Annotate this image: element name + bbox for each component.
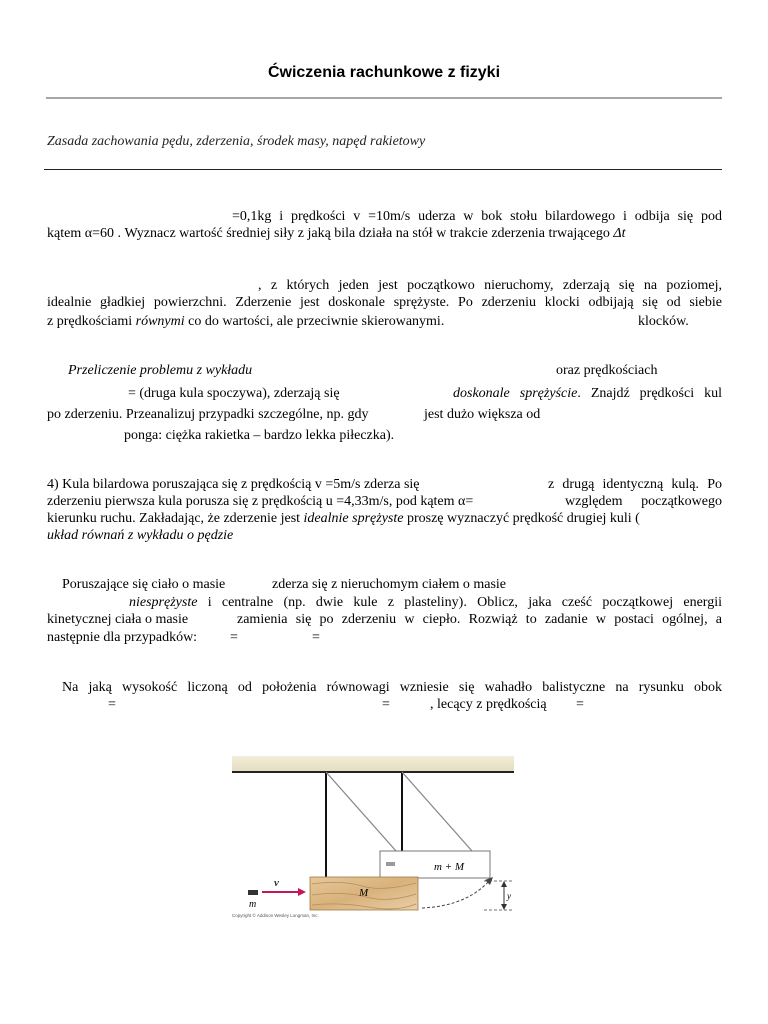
p3-line2-end: doskonale sprężyście. Znajdź prędkości kul xyxy=(453,386,722,401)
label-m-plus-M: m + M xyxy=(434,861,465,873)
p3-line1-end: oraz prędkościach xyxy=(556,363,658,378)
subtitle-divider xyxy=(44,169,722,170)
p2-line2: idealnie gładkiej powierzchni. Zderzenie jest doskonale sprężyste. Po zderzeniu klocki odbijają się od siebie xyxy=(47,295,722,310)
height-arrow-up xyxy=(501,881,507,887)
p1-line2: kątem α=60 . Wyznacz wartość średniej siły z jaką bila działa na stół w trakcie zderzenia trwającego Δt xyxy=(47,226,626,241)
p5-line3-end: zamienia się po zderzeniu w ciepło. Rozwiąż to zadanie w postaci ogólnej, a xyxy=(237,612,722,627)
p6-line2-eq3: = xyxy=(576,697,584,712)
height-arrow-down xyxy=(501,904,507,910)
section-subtitle: Zasada zachowania pędu, zderzenia, środek masy, napęd rakietowy xyxy=(47,134,426,149)
p5-line3-start: kinetycznej ciała o masie xyxy=(47,612,189,627)
swing-string-right xyxy=(402,772,472,851)
p4-line3: kierunku ruchu. Zakładając, że zderzenie jest idealnie sprężyste proszę wyznaczyć prędkość drugiej kuli ( xyxy=(47,511,640,526)
label-M: M xyxy=(359,887,369,899)
ballistic-pendulum-figure xyxy=(232,756,514,918)
p5-line1-start: Poruszające się ciało o masie xyxy=(62,577,226,592)
p5-line2: niesprężyste i centralne (np. dwie kule z plasteliny). Oblicz, jaka cześć początkowej energii xyxy=(129,595,722,610)
label-v: v xyxy=(274,877,279,889)
p3-line3-end: jest dużo większa od xyxy=(424,407,541,422)
p5-line4-start: następnie dla przypadków: xyxy=(47,630,198,645)
p2-line3-end: klocków. xyxy=(638,314,689,329)
title-divider xyxy=(46,97,722,99)
p5-line4-eq2: = xyxy=(312,630,320,645)
p5-line1-end: zderza się z nieruchomym ciałem o masie xyxy=(272,577,507,592)
p4-line2-start: zderzeniu pierwsza kula porusza się z prędkością u =4,33m/s, pod kątem α= xyxy=(47,494,474,509)
p6-line2-velocity: , lecący z prędkością xyxy=(430,697,547,712)
p3-line2-start: = (druga kula spoczywa), zderzają się xyxy=(128,386,340,401)
p3-line3-start: po zderzeniu. Przeanalizuj przypadki szczególne, np. gdy xyxy=(47,407,369,422)
embedded-bullet xyxy=(386,862,395,866)
p6-line2-eq2: = xyxy=(382,697,390,712)
document-title: Ćwiczenia rachunkowe z fizyki xyxy=(267,64,501,81)
p3-line1-start: Przeliczenie problemu z wykładu xyxy=(68,363,253,378)
ceiling-bar xyxy=(232,756,514,772)
p6-line1: Na jaką wysokość liczoną od położenia równowagi wzniesie się wahadło balistyczne na rysunku obok xyxy=(62,680,722,695)
p4-line1-start: 4) Kula bilardowa poruszająca się z prędkością v =5m/s zderza się xyxy=(47,477,420,492)
ballistic-pendulum-diagram xyxy=(232,756,514,918)
p6-line2-eq1: = xyxy=(108,697,116,712)
p1-line1: =0,1kg i prędkości v =10m/s uderza w bok stołu bilardowego i odbija się pod xyxy=(232,209,722,224)
p4-line1-end: z drugą identyczną kulą. Po xyxy=(548,477,722,492)
label-y: y xyxy=(507,891,511,901)
label-m: m xyxy=(249,899,257,910)
p5-line4-eq1: = xyxy=(230,630,238,645)
swing-string-left xyxy=(326,772,396,851)
p4-line2-end: względem początkowego xyxy=(565,494,722,509)
p4-line4: układ równań z wykładu o pędzie xyxy=(47,528,234,543)
p3-line4: ponga: ciężka rakietka – bardzo lekka piłeczka). xyxy=(124,428,395,443)
velocity-arrowhead xyxy=(298,888,306,896)
p2-line1: , z których jeden jest początkowo nieruchomy, zderzają się na poziomej, xyxy=(258,278,722,293)
figure-copyright: Copyright © Addison Wesley Longman, Inc. xyxy=(232,913,319,918)
bullet xyxy=(248,890,258,895)
swing-arc xyxy=(422,880,490,908)
p2-line3: z prędkościami równymi co do wartości, ale przeciwnie skierowanymi. xyxy=(47,314,445,329)
